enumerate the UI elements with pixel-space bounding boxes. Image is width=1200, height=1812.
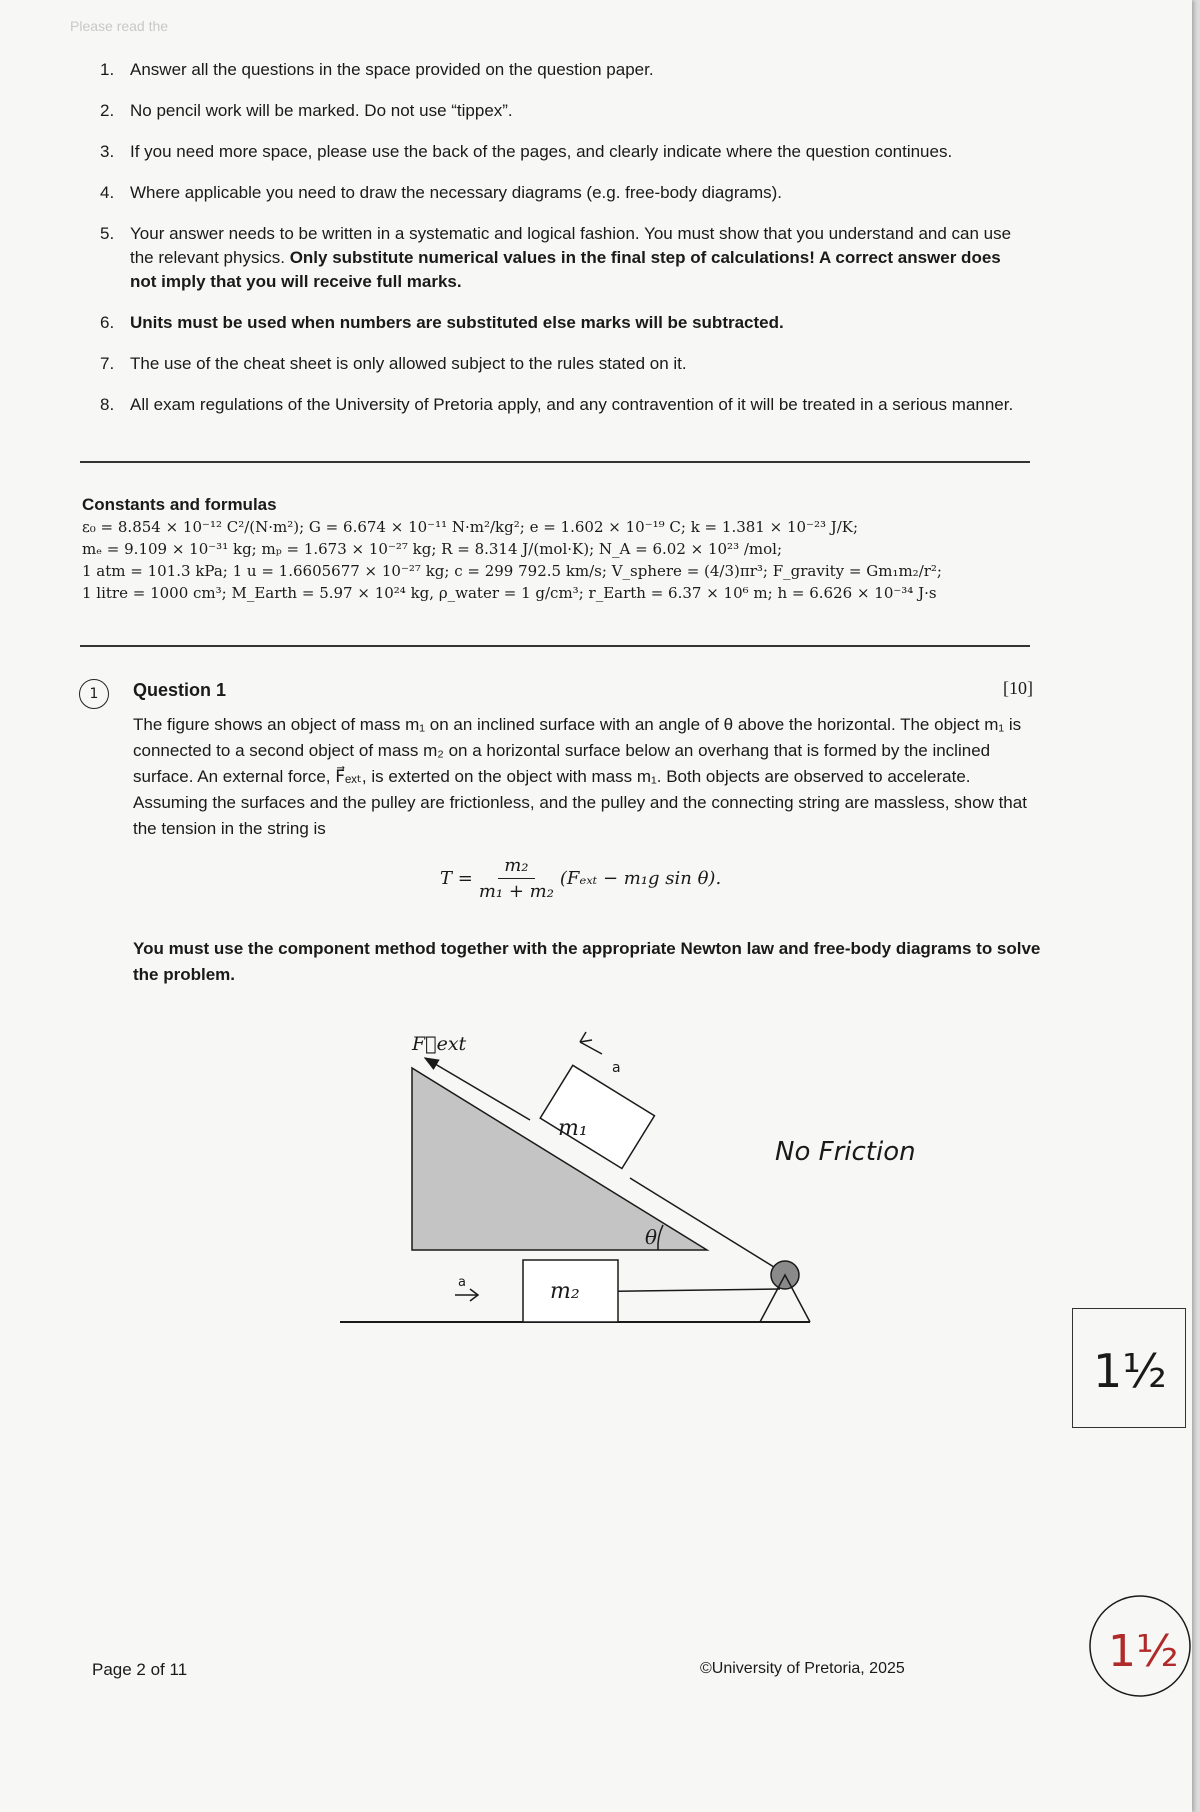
instruction-text: If you need more space, please use the back of the pages, and clearly indicate where the question continues. bbox=[130, 142, 953, 161]
instruction-text: Where applicable you need to draw the necessary diagrams (e.g. free-body diagrams). bbox=[130, 183, 783, 202]
instruction-item bbox=[100, 222, 1030, 294]
faded-header-text: Please read the bbox=[70, 18, 169, 34]
equation-fraction bbox=[479, 855, 554, 902]
instruction-bold-text: Only substitute numerical values in the final step of calculations! A correct answer does not imply that you will receive full marks. bbox=[130, 248, 1001, 291]
instruction-number: 5. bbox=[100, 224, 115, 243]
constants-line: 1 atm = 101.3 kPa; 1 u = 1.6605677 × 10⁻²⁷ kg; c = 299 792.5 km/s; V_sphere = (4/3)πr³; F_gravity = Gm₁m₂/r²; bbox=[82, 562, 942, 580]
instruction-text: The use of the cheat sheet is only allowed subject to the rules stated on it. bbox=[130, 354, 687, 373]
instruction-item bbox=[100, 181, 1030, 205]
question-title: Question 1 bbox=[133, 680, 227, 700]
instruction-number: 2. bbox=[100, 101, 115, 120]
equation-numerator: m₂ bbox=[498, 855, 534, 879]
instruction-item bbox=[100, 140, 1030, 164]
instruction-item bbox=[100, 393, 1030, 417]
page-number: Page 2 of 11 bbox=[92, 1660, 188, 1679]
grade-box bbox=[1072, 1308, 1186, 1428]
tension-equation bbox=[440, 855, 721, 902]
accel-label-m2: a bbox=[458, 1275, 466, 1290]
instruction-number: 7. bbox=[100, 354, 115, 373]
instruction-text: No pencil work will be marked. Do not use “tippex”. bbox=[130, 101, 513, 120]
divider-top bbox=[80, 461, 1030, 463]
accel-arrow-m1 bbox=[580, 1032, 602, 1054]
constants-section bbox=[82, 494, 1034, 604]
accel-label-m1: a bbox=[612, 1060, 621, 1076]
mass2-label: m₂ bbox=[550, 1279, 580, 1304]
instruction-text: All exam regulations of the University of Pretoria apply, and any contravention of it will be treated in a serious manner. bbox=[130, 395, 1014, 414]
copyright: ©University of Pretoria, 2025 bbox=[700, 1660, 905, 1677]
instruction-item bbox=[100, 58, 1030, 82]
instruction-text: Your answer needs to be written in a systematic and logical fashion. You must show that you understand and can use the relevant physics. bbox=[130, 224, 1012, 267]
equation-rhs: (Fₑₓₜ − m₁g sin θ). bbox=[559, 868, 722, 889]
constants-line: ε₀ = 8.854 × 10⁻¹² C²/(N·m²); G = 6.674 × 10⁻¹¹ N·m²/kg²; e = 1.602 × 10⁻¹⁹ C; k = 1.381 × 10⁻²³ J/K; bbox=[82, 518, 859, 536]
question-marks: [10] bbox=[1003, 678, 1033, 698]
constants-title: Constants and formulas bbox=[82, 495, 277, 514]
instruction-number: 6. bbox=[100, 313, 115, 332]
instruction-bold-text: Units must be used when numbers are substituted else marks will be subtracted. bbox=[130, 313, 784, 332]
instruction-number: 4. bbox=[100, 183, 115, 202]
grade-box-value: 1½ bbox=[1093, 1344, 1167, 1398]
grade-circle-value: 1½ bbox=[1108, 1626, 1179, 1677]
grade-circle bbox=[1080, 1594, 1192, 1700]
instruction-item bbox=[100, 352, 1030, 376]
instructions-list bbox=[100, 58, 1030, 434]
mass1-label: m₁ bbox=[558, 1116, 588, 1141]
handwritten-no-friction: No Friction bbox=[775, 1137, 916, 1167]
equation-lhs: T = bbox=[440, 868, 473, 889]
instruction-number: 3. bbox=[100, 142, 115, 161]
question-body: The figure shows an object of mass m₁ on an inclined surface with an angle of θ above the horizontal. The object m₁ is connected to a second object of mass m₂ on a horizontal surface below an overhang that is formed by the inclined surface. An external force, F⃗ₑₓₜ, is exterted on the object with mass m₁. Both objects are observed to accelerate. Assuming the surfaces and the pulley are frictionless, and the pulley and the connecting string are massless, show that the tension in the string is bbox=[133, 715, 1027, 838]
grade-box-score bbox=[1073, 1309, 1185, 1427]
divider-bottom bbox=[80, 645, 1030, 647]
instruction-number: 1. bbox=[100, 60, 115, 79]
instruction-text: Answer all the questions in the space provided on the question paper. bbox=[130, 60, 654, 79]
equation-denominator: m₁ + m₂ bbox=[478, 881, 554, 902]
question-number-circle: 1 bbox=[79, 679, 109, 709]
instruction-item bbox=[100, 99, 1030, 123]
constants-line: 1 litre = 1000 cm³; M_Earth = 5.97 × 10²⁴ kg, ρ_water = 1 g/cm³; r_Earth = 6.37 × 10⁶ m; h = 6.626 × 10⁻³⁴ J·s bbox=[82, 584, 937, 602]
accel-arrow-m2 bbox=[455, 1289, 478, 1301]
instruction-number: 8. bbox=[100, 395, 115, 414]
instruction-item bbox=[100, 311, 1030, 335]
method-instruction: You must use the component method together with the appropriate Newton law and free-body diagrams to solve the problem. bbox=[133, 939, 1041, 984]
incline-pulley-diagram bbox=[340, 1020, 940, 1340]
angle-label: θ bbox=[645, 1225, 658, 1249]
constants-line: mₑ = 9.109 × 10⁻³¹ kg; mₚ = 1.673 × 10⁻²⁷ kg; R = 8.314 J/(mol·K); N_A = 6.02 × 10²³ /mol; bbox=[82, 540, 783, 558]
force-label: F⃗ext bbox=[412, 1033, 467, 1055]
